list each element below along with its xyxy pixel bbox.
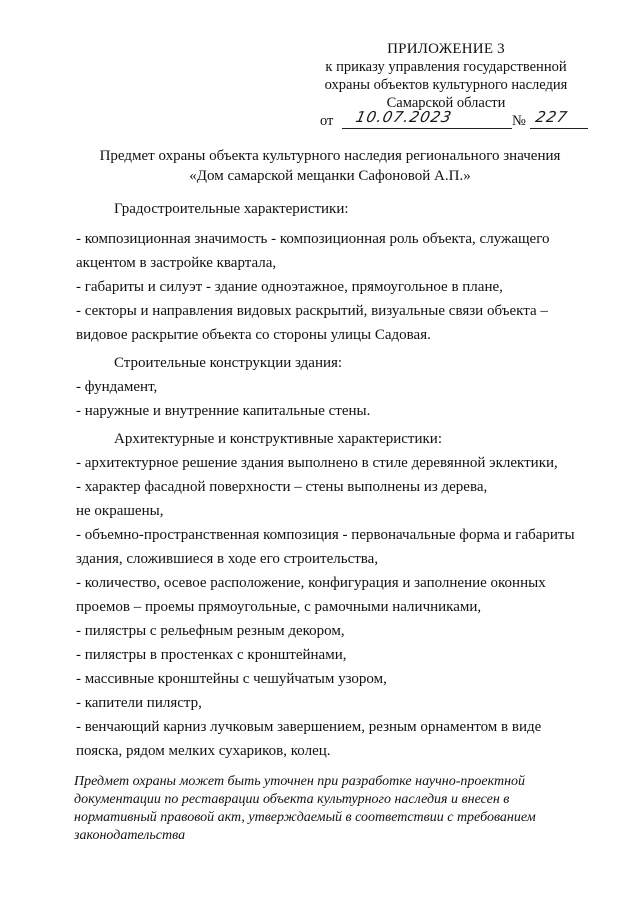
- note-line: документации по реставрации объекта культурного наследия и внесен в: [74, 792, 510, 807]
- appendix-heading: ПРИЛОЖЕНИЕ 3: [387, 41, 505, 57]
- list-item-continuation: пояска, рядом мелких сухариков, колец.: [76, 743, 331, 759]
- date-label: от: [320, 113, 334, 129]
- list-item: - габариты и силуэт - здание одноэтажное, прямоугольное в плане,: [76, 279, 503, 295]
- document-title: [60, 146, 600, 186]
- list-item: - пилястры с рельефным резным декором,: [76, 623, 345, 639]
- document-body: [76, 199, 582, 761]
- title-line: «Дом самарской мещанки Сафоновой А.П.»: [189, 168, 471, 184]
- handwritten-date: 10.07.2023: [354, 108, 454, 126]
- date-underline: [342, 128, 512, 129]
- list-item: - секторы и направления видовых раскрытий, визуальные связи объекта –: [76, 303, 548, 319]
- note-line: нормативный правовой акт, утверждаемый в соответствии с требованием: [74, 810, 536, 825]
- section-heading: Строительные конструкции здания:: [114, 355, 343, 371]
- handwritten-number: 227: [534, 108, 570, 126]
- list-item-continuation: проемов – проемы прямоугольные, с рамочными наличниками,: [76, 599, 482, 615]
- list-item-continuation: акцентом в застройке квартала,: [76, 255, 277, 271]
- order-date-number-line: [318, 108, 588, 132]
- title-line: Предмет охраны объекта культурного наследия регионального значения: [99, 148, 561, 164]
- italic-note: [74, 773, 584, 845]
- section-heading: Градостроительные характеристики:: [114, 201, 349, 217]
- list-item: - пилястры в простенках с кронштейнами,: [76, 647, 347, 663]
- list-item: - композиционная значимость - композиционная роль объекта, служащего: [76, 231, 550, 247]
- number-underline: [530, 128, 588, 129]
- list-item: - капители пилястр,: [76, 695, 202, 711]
- appendix-line: охраны объектов культурного наследия: [324, 77, 568, 93]
- section-heading: Архитектурные и конструктивные характеристики:: [114, 431, 443, 447]
- list-item: - массивные кронштейны с чешуйчатым узором,: [76, 671, 387, 687]
- note-line: законодательства: [74, 828, 186, 843]
- appendix-line: к приказу управления государственной: [325, 59, 567, 75]
- list-item: - венчающий карниз лучковым завершением, резным орнаментом в виде: [76, 719, 542, 735]
- list-item: - наружные и внутренние капитальные стены.: [76, 403, 371, 419]
- list-item: - количество, осевое расположение, конфигурация и заполнение оконных: [76, 575, 546, 591]
- appendix-block: [300, 40, 592, 112]
- list-item: - характер фасадной поверхности – стены выполнены из дерева,: [76, 479, 488, 495]
- list-item-continuation: видовое раскрытие объекта со стороны улицы Садовая.: [76, 327, 431, 343]
- number-label: №: [512, 113, 526, 129]
- list-item: - объемно-пространственная композиция - первоначальные форма и габариты: [76, 527, 575, 543]
- list-item-continuation: не окрашены,: [76, 503, 164, 519]
- note-line: Предмет охраны может быть уточнен при разработке научно-проектной: [74, 774, 526, 789]
- appendix-line: Самарской области: [386, 95, 506, 111]
- list-item-continuation: здания, сложившиеся в ходе его строительства,: [76, 551, 379, 567]
- list-item: - фундамент,: [76, 379, 158, 395]
- list-item: - архитектурное решение здания выполнено в стиле деревянной эклектики,: [76, 455, 558, 471]
